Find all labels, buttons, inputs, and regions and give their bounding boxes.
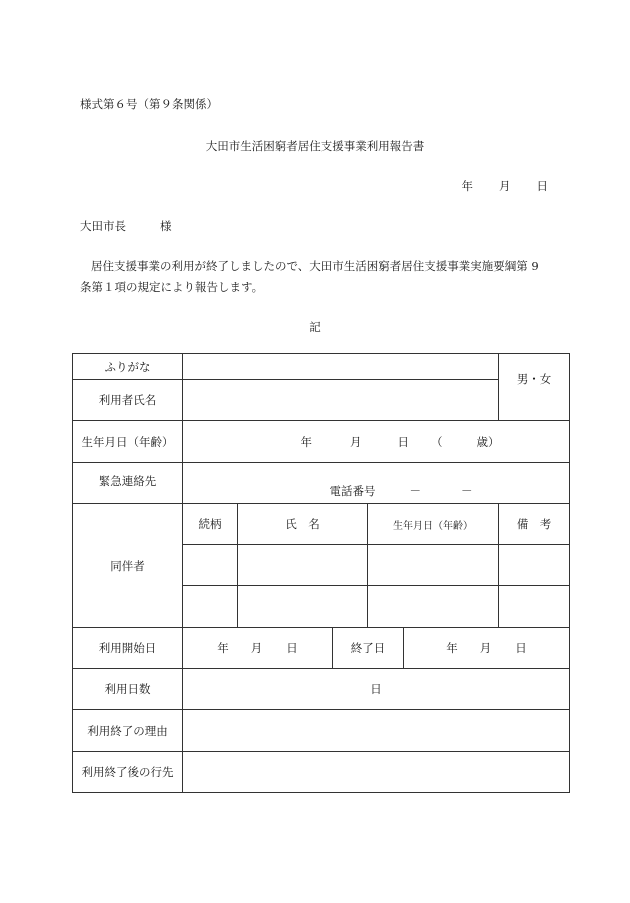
companion-1-name[interactable]	[238, 545, 368, 586]
phone-label: 電話番号	[329, 484, 376, 498]
companion-header-name: 氏 名	[238, 504, 368, 545]
start-year: 年	[217, 641, 229, 655]
companion-2-relation[interactable]	[183, 586, 238, 628]
companion-header-dob: 生年月日（年齢）	[368, 504, 499, 545]
name-label: 利用者氏名	[73, 380, 183, 421]
start-date-label: 利用開始日	[73, 628, 183, 669]
name-field[interactable]	[183, 380, 499, 421]
document-title: 大田市生活困窮者居住支援事業利用報告書	[205, 139, 425, 153]
dob-day: 日	[397, 434, 410, 449]
companion-1-relation[interactable]	[183, 545, 238, 586]
phone-sep-1: －	[409, 484, 422, 498]
dob-paren: （	[431, 434, 443, 449]
body-text: 居住支援事業の利用が終了しましたので、大田市生活困窮者居住支援事業実施要綱第 9 条第１項の規定により報告します。	[80, 259, 539, 294]
report-date	[436, 178, 549, 194]
destination-field[interactable]	[183, 752, 570, 793]
companion-label: 同伴者	[73, 504, 183, 628]
dob-age: 歳）	[476, 434, 500, 449]
destination-label: 利用終了後の行先	[73, 752, 183, 793]
end-month: 月	[479, 641, 492, 655]
start-month: 月	[250, 641, 263, 655]
date-month: 月	[499, 179, 511, 193]
companion-header-relation: 続柄	[183, 504, 238, 545]
days-unit: 日	[370, 682, 382, 696]
date-day: 日	[536, 179, 548, 193]
days-field[interactable]	[183, 669, 570, 710]
start-day: 日	[286, 641, 298, 655]
end-year: 年	[446, 641, 458, 655]
gender-options: 男・女	[516, 372, 552, 386]
companion-header-notes: 備 考	[499, 504, 570, 545]
companion-1-dob[interactable]	[368, 545, 499, 586]
end-date-label: 終了日	[333, 628, 404, 669]
start-date-field[interactable]	[183, 628, 333, 669]
date-year: 年	[461, 179, 473, 193]
dob-year: 年	[300, 434, 313, 449]
reason-field[interactable]	[183, 710, 570, 752]
furigana-label: ふりがな	[73, 354, 183, 380]
furigana-field[interactable]	[183, 354, 499, 380]
dob-label: 生年月日（年齢）	[73, 421, 183, 463]
reason-label: 利用終了の理由	[73, 710, 183, 752]
end-day: 日	[515, 641, 527, 655]
report-form-table	[72, 353, 570, 793]
form-number: 様式第６号（第９条関係）	[80, 97, 218, 111]
addressee	[80, 218, 172, 234]
addressee-honorific: 様	[160, 219, 172, 233]
companion-2-notes[interactable]	[499, 586, 570, 628]
dob-month: 月	[350, 434, 362, 449]
ki-heading: 記	[309, 320, 321, 334]
addressee-name: 大田市長	[80, 219, 126, 233]
dob-field[interactable]	[183, 421, 570, 463]
gender-field[interactable]	[499, 354, 570, 421]
companion-2-name[interactable]	[238, 586, 368, 628]
companion-2-dob[interactable]	[368, 586, 499, 628]
emergency-label: 緊急連絡先	[73, 463, 183, 504]
days-label: 利用日数	[73, 669, 183, 710]
companion-1-notes[interactable]	[499, 545, 570, 586]
emergency-field[interactable]	[183, 463, 570, 504]
end-date-field[interactable]	[404, 628, 570, 669]
phone-sep-2: －	[461, 484, 473, 498]
